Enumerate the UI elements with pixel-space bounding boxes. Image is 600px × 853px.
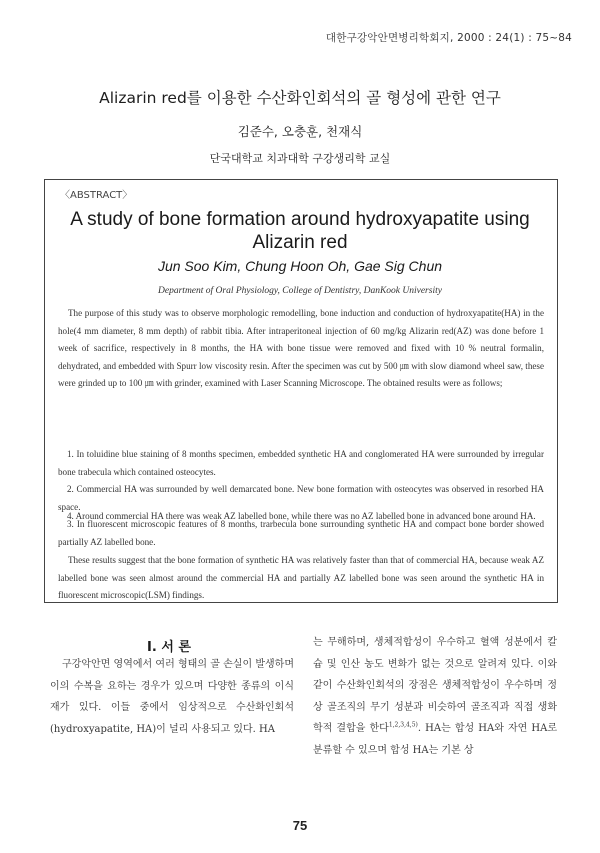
page-number: 75 [292, 818, 308, 833]
english-affiliation: Department of Oral Physiology, College of Dentistry, DanKook University [158, 286, 442, 296]
korean-authors: 김준수, 오충훈, 천재식 [237, 124, 363, 139]
body-left-column: 구강악안면 영역에서 여러 형태의 골 손실이 발생하며 이의 수복을 요하는 경우가 있으며 다양한 종류의 이식재가 있다. 이들 중에서 임상적으로 수산화인회석(hydroxyapatite, HA)이 널리 사용되고 있다. HA [50, 659, 294, 735]
section-heading-introduction: Ⅰ. 서 론 [147, 640, 191, 655]
journal-reference: 대한구강악안면병리학회지, 2000 : 24(1) : 75~84 [325, 32, 572, 44]
abstract-result-1: 1. In toluidine blue staining of 8 months specimen, embedded synthetic HA and conglomerated HA were surrounded by irregular bone trabecula which contained osteocytes. [58, 449, 544, 477]
korean-affiliation: 단국대학교 치과대학 구강생리학 교실 [209, 152, 391, 165]
korean-title: Alizarin red를 이용한 수산화인회석의 골 형성에 관한 연구 [99, 89, 501, 107]
abstract-result-2: 2. Commercial HA was surrounded by well demarcated bone. New bone formation with osteocytes was observed in resorbed HA space. [58, 484, 544, 512]
abstract-result-3: 3. In fluorescent microscopic features of 8 months, trarbecula bone surrounding synthetic HA and compact bone border showed partially AZ labelled bone. [58, 519, 544, 547]
abstract-conclusion: These results suggest that the bone formation of synthetic HA was relatively faster than that of commercial HA, because weak AZ labelled bone was seen almost around the commercial HA and partially AZ labelled bone was seen around the synthetic HA in fluorescent microscopic(LSM) findings. [58, 555, 544, 601]
body-right-text-end: . HA는 합성 HA와 자연 HA로 분류할 수 있으며 합성 HA는 기본 상 [313, 723, 557, 756]
abstract-label: 〈ABSTRACT〉 [60, 190, 133, 201]
body-right-column [313, 632, 557, 761]
abstract-result-4: 4. Around commercial HA there was weak AZ labelled bone, while there was no AZ labelled bone in advanced bone around HA. [67, 511, 536, 521]
abstract-intro: The purpose of this study was to observe morphologic remodelling, bone induction and conduction of hydroxyapatite(HA) in the hole(4 mm diameter, 8 mm depth) of rabbit tibia. After intraperitoneal injection of 60 mg/kg Alizarin red(AZ) was done before 1 week of sacrifice, respectively in 8 months, the HA with bone tissue were removed and fixed with 10 % neutral formalin, dehydrated, and embedded with Spurr low viscosity resin. After the specimen was cut by 500 ㎛ with slow diamond wheel saw, these were grinded up to 100 ㎛ with grinder, examined with Laser Scanning Microscope. The obtained results were as follows; [58, 308, 544, 389]
body-right-text: 는 무해하며, 생체적합성이 우수하고 혈액 성분에서 칼슘 및 인산 농도 변화가 없는 것으로 알려져 있다. 이와 같이 수산화인회석의 장점은 생체적합성이 우수하며 정상 골조직의 무기 성분과 비슷하여 골조직과 직접 생화학적 결합을 한다 [313, 637, 557, 734]
english-authors: Jun Soo Kim, Chung Hoon Oh, Gae Sig Chun [157, 258, 443, 274]
english-title: A study of bone formation around hydroxyapatite using Alizarin red [70, 209, 530, 253]
citation-superscript: 1,2,3,4,5) [388, 721, 418, 729]
